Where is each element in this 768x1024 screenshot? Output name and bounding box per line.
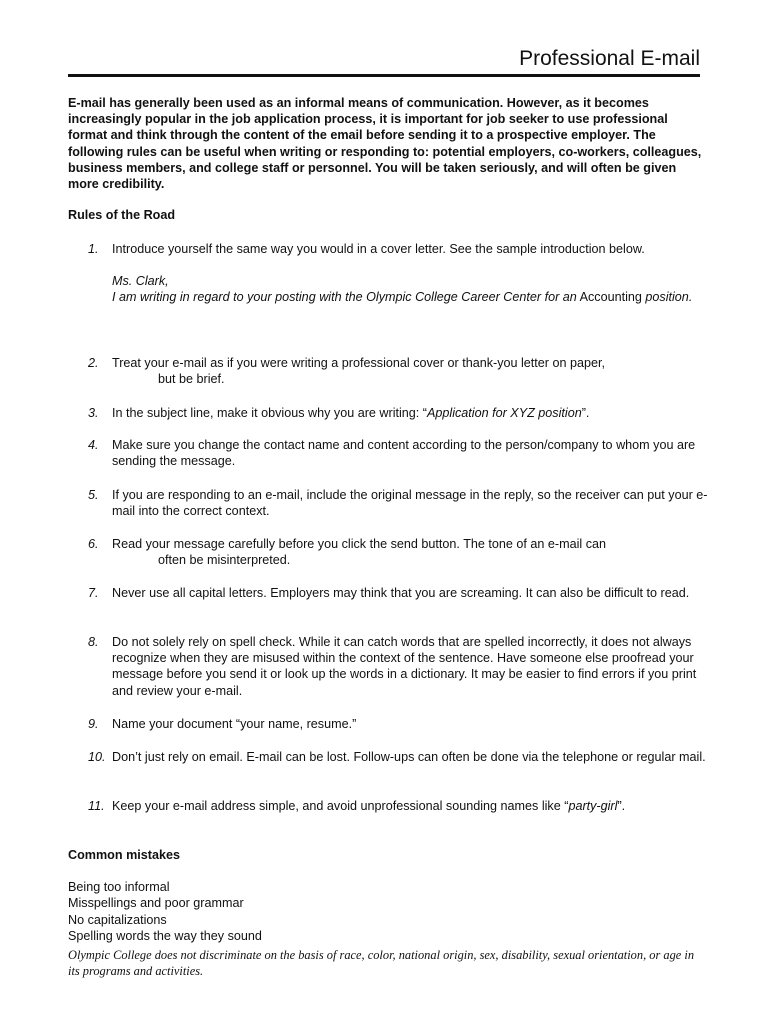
- rule-number: 3.: [88, 406, 99, 420]
- rule-item-1: [88, 241, 708, 306]
- sample-salutation: Ms. Clark,: [112, 274, 169, 289]
- rule-item-2: [88, 355, 708, 387]
- rule-number: 6.: [88, 537, 99, 551]
- rule-text: Don’t just rely on email. E-mail can be lost. Follow-ups can often be done via the telephone or regular mail.: [112, 750, 706, 764]
- rules-heading: Rules of the Road: [68, 208, 176, 222]
- rule-number: 10.: [88, 750, 106, 764]
- sample-introduction: [112, 273, 708, 305]
- rule-text: Make sure you change the contact name and content according to the person/company to whom you are sending the message.: [112, 438, 696, 469]
- rule-item-6: [88, 536, 708, 568]
- rule-item-4: [88, 437, 708, 469]
- list-item: Spelling words the way they sound: [68, 929, 262, 944]
- rule-text: Read your message carefully before you click the send button. The tone of an e-mail can: [112, 537, 607, 551]
- sample-body-end: position.: [645, 290, 693, 305]
- intro-paragraph: E-mail has generally been used as an informal means of communication. However, as it becomes increasingly popular in the job application process, it is important for job seeker to use professional format and think through the content of the email before sending it to a prospective employer. The following rules can be useful when writing or responding to: potential employers, co-workers, colleagues, business members, and college staff or personnel. You will be taken seriously, and will often be given more credibility.: [68, 96, 702, 192]
- rule-number: 5.: [88, 488, 99, 502]
- rule-item-5: [88, 487, 708, 519]
- rule-text: Name your document “your name, resume.”: [112, 717, 357, 731]
- rule-number: 9.: [88, 717, 99, 731]
- rule-text-continued: but be brief.: [158, 372, 225, 387]
- rule-item-3: [88, 405, 708, 421]
- rule-number: 8.: [88, 635, 99, 649]
- list-item: Being too informal: [68, 880, 170, 894]
- rule-text-italic: party-girl: [568, 799, 618, 813]
- mistakes-heading: Common mistakes: [68, 848, 180, 862]
- sample-body: I am writing in regard to your posting with the Olympic College Career Center for an: [112, 290, 577, 305]
- mistakes-list: [68, 879, 262, 945]
- sample-body-plain: Accounting: [576, 290, 646, 305]
- nondiscrimination-footer: Olympic College does not discriminate on the basis of race, color, national origin, sex, disability, sexual orientation, or age in its programs and activities.: [68, 948, 695, 978]
- rule-text: In the subject line, make it obvious why you are writing: “: [112, 406, 427, 420]
- list-item: Misspellings and poor grammar: [68, 896, 244, 911]
- rule-item-9: [88, 716, 708, 732]
- rule-text-italic: Application for XYZ position: [427, 406, 582, 420]
- rule-number: 7.: [88, 586, 99, 600]
- rule-text: Never use all capital letters. Employers may think that you are screaming. It can also be difficult to read.: [112, 586, 690, 600]
- rule-text: If you are responding to an e-mail, include the original message in the reply, so the receiver can put your e-mail into the correct context.: [112, 488, 708, 519]
- rule-text: Do not solely rely on spell check. While it can catch words that are spelled incorrectly, it does not always recognize when they are misused within the context of the sentence. Have someone else proofread your message before you send it or look up the words in a dictionary. It may be easier to find errors if you print and review your e-mail.: [112, 635, 697, 698]
- rule-text-continued: often be misinterpreted.: [158, 553, 291, 568]
- rule-item-10: [88, 749, 708, 765]
- rule-text-end: ”.: [581, 406, 590, 420]
- rule-text: Keep your e-mail address simple, and avoid unprofessional sounding names like “: [112, 799, 569, 813]
- list-item: No capitalizations: [68, 912, 167, 927]
- rule-item-7: [88, 585, 708, 601]
- title-divider: [68, 74, 700, 77]
- rule-number: 11.: [88, 799, 105, 813]
- page-title: Professional E-mail: [519, 47, 700, 70]
- rule-number: 1.: [88, 242, 99, 256]
- rule-text: Treat your e-mail as if you were writing a professional cover or thank-you letter on paper,: [112, 356, 606, 370]
- rule-item-8: [88, 634, 708, 699]
- rule-text-end: ”.: [617, 799, 626, 813]
- rule-text: Introduce yourself the same way you would in a cover letter. See the sample introduction below.: [112, 242, 645, 256]
- rule-number: 4.: [88, 438, 99, 452]
- rule-number: 2.: [88, 356, 99, 370]
- rule-item-11: [88, 798, 708, 814]
